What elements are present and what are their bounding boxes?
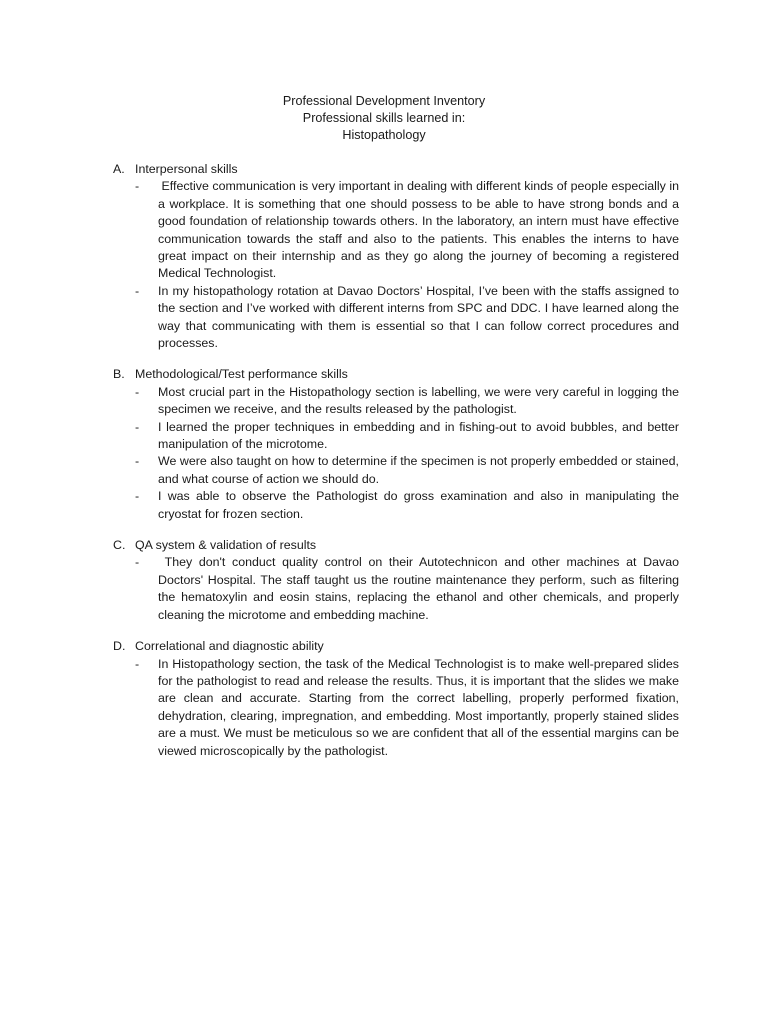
section-correlational-ability — [113, 638, 679, 760]
bullet-text: In my histopathology rotation at Davao Doctors’ Hospital, I’ve been with the staffs assigned to the section and I’ve worked with different interns from SPC and DDC. I have learned along the way that communicating with them is essential so that I can follow correct procedures and processes. — [158, 283, 679, 351]
bullet-marker: - — [135, 656, 140, 671]
section-letter: B. — [113, 367, 125, 382]
document-subject: Histopathology — [342, 128, 426, 142]
sections-list — [113, 161, 683, 774]
list-item — [113, 656, 679, 760]
section-heading — [113, 161, 679, 178]
bullet-list — [113, 554, 683, 624]
bullet-list — [113, 384, 679, 523]
bullet-marker: - — [135, 419, 140, 434]
bullet-text: They don't conduct quality control on their Autotechnicon and other machines at Davao Doctors' Hospital. The staff taught us the routine maintenance they perform, such as filtering the hematoxylin and eosin stains, replacing the ethanol and other chemicals, and properly cleaning the microtome and embedding machine. — [158, 555, 683, 622]
section-methodological-skills — [113, 366, 679, 523]
bullet-marker: - — [135, 384, 140, 399]
bullet-marker: - — [135, 454, 140, 469]
bullet-text: We were also taught on how to determine if the specimen is not properly embedded or stained, and what course of action we should do. — [158, 454, 679, 486]
section-title: Interpersonal skills — [135, 162, 238, 176]
bullet-marker: - — [135, 489, 140, 504]
document-title: Professional Development Inventory — [282, 94, 486, 108]
section-heading — [113, 366, 679, 383]
list-item — [113, 178, 683, 282]
list-item — [113, 384, 679, 419]
list-item — [113, 283, 679, 353]
bullet-text: I learned the proper techniques in embedding and in fishing-out to avoid bubbles, and better manipulation of the microtome. — [158, 419, 679, 452]
section-letter: C. — [113, 538, 126, 553]
list-item — [113, 453, 679, 488]
section-title: Methodological/Test performance skills — [135, 367, 348, 382]
list-item — [113, 488, 679, 523]
section-title: Correlational and diagnostic ability — [135, 639, 324, 654]
bullet-marker: - — [135, 283, 140, 298]
bullet-list — [113, 656, 679, 760]
section-heading — [113, 638, 679, 655]
bullet-list — [113, 178, 683, 352]
section-interpersonal-skills — [113, 161, 683, 352]
bullet-marker: - — [135, 179, 140, 194]
bullet-text: Effective communication is very important in dealing with different kinds of people especially in a workplace. It is something that one should possess to be able to have strong bonds and a good foundation of relationship towards others. In the laboratory, an intern must have effective communication towards the staff and also to the patients. This enables the interns to have great impact on their internship and as they go along the journey of becoming a registered Medical Technologist. — [158, 179, 683, 281]
list-item — [113, 554, 683, 624]
bullet-text: Most crucial part in the Histopathology section is labelling, we were very careful in logging the specimen we receive, and the results released by the pathologist. — [158, 384, 679, 417]
section-heading — [113, 537, 679, 554]
section-letter: D. — [113, 639, 126, 654]
bullet-text: I was able to observe the Pathologist do gross examination and also in manipulating the cryostat for frozen section. — [158, 489, 679, 521]
document-title-block — [0, 93, 768, 144]
list-item — [113, 419, 679, 454]
section-qa-system — [113, 537, 683, 624]
bullet-marker: - — [135, 555, 140, 570]
document-subtitle: Professional skills learned in: — [302, 111, 466, 125]
bullet-text: In Histopathology section, the task of the Medical Technologist is to make well-prepared slides for the pathologist to read and release the results. Thus, it is important that the slides we make are clean and accurate. Starting from the correct labelling, properly performed fixation, dehydration, clearing, impregnation, and embedding. Most importantly, properly stained slides are a must. We must be meticulous so we are confident that all of the essential margins can be viewed microscopically by the pathologist. — [158, 656, 679, 758]
section-letter: A. — [113, 162, 125, 176]
section-title: QA system & validation of results — [135, 538, 317, 553]
